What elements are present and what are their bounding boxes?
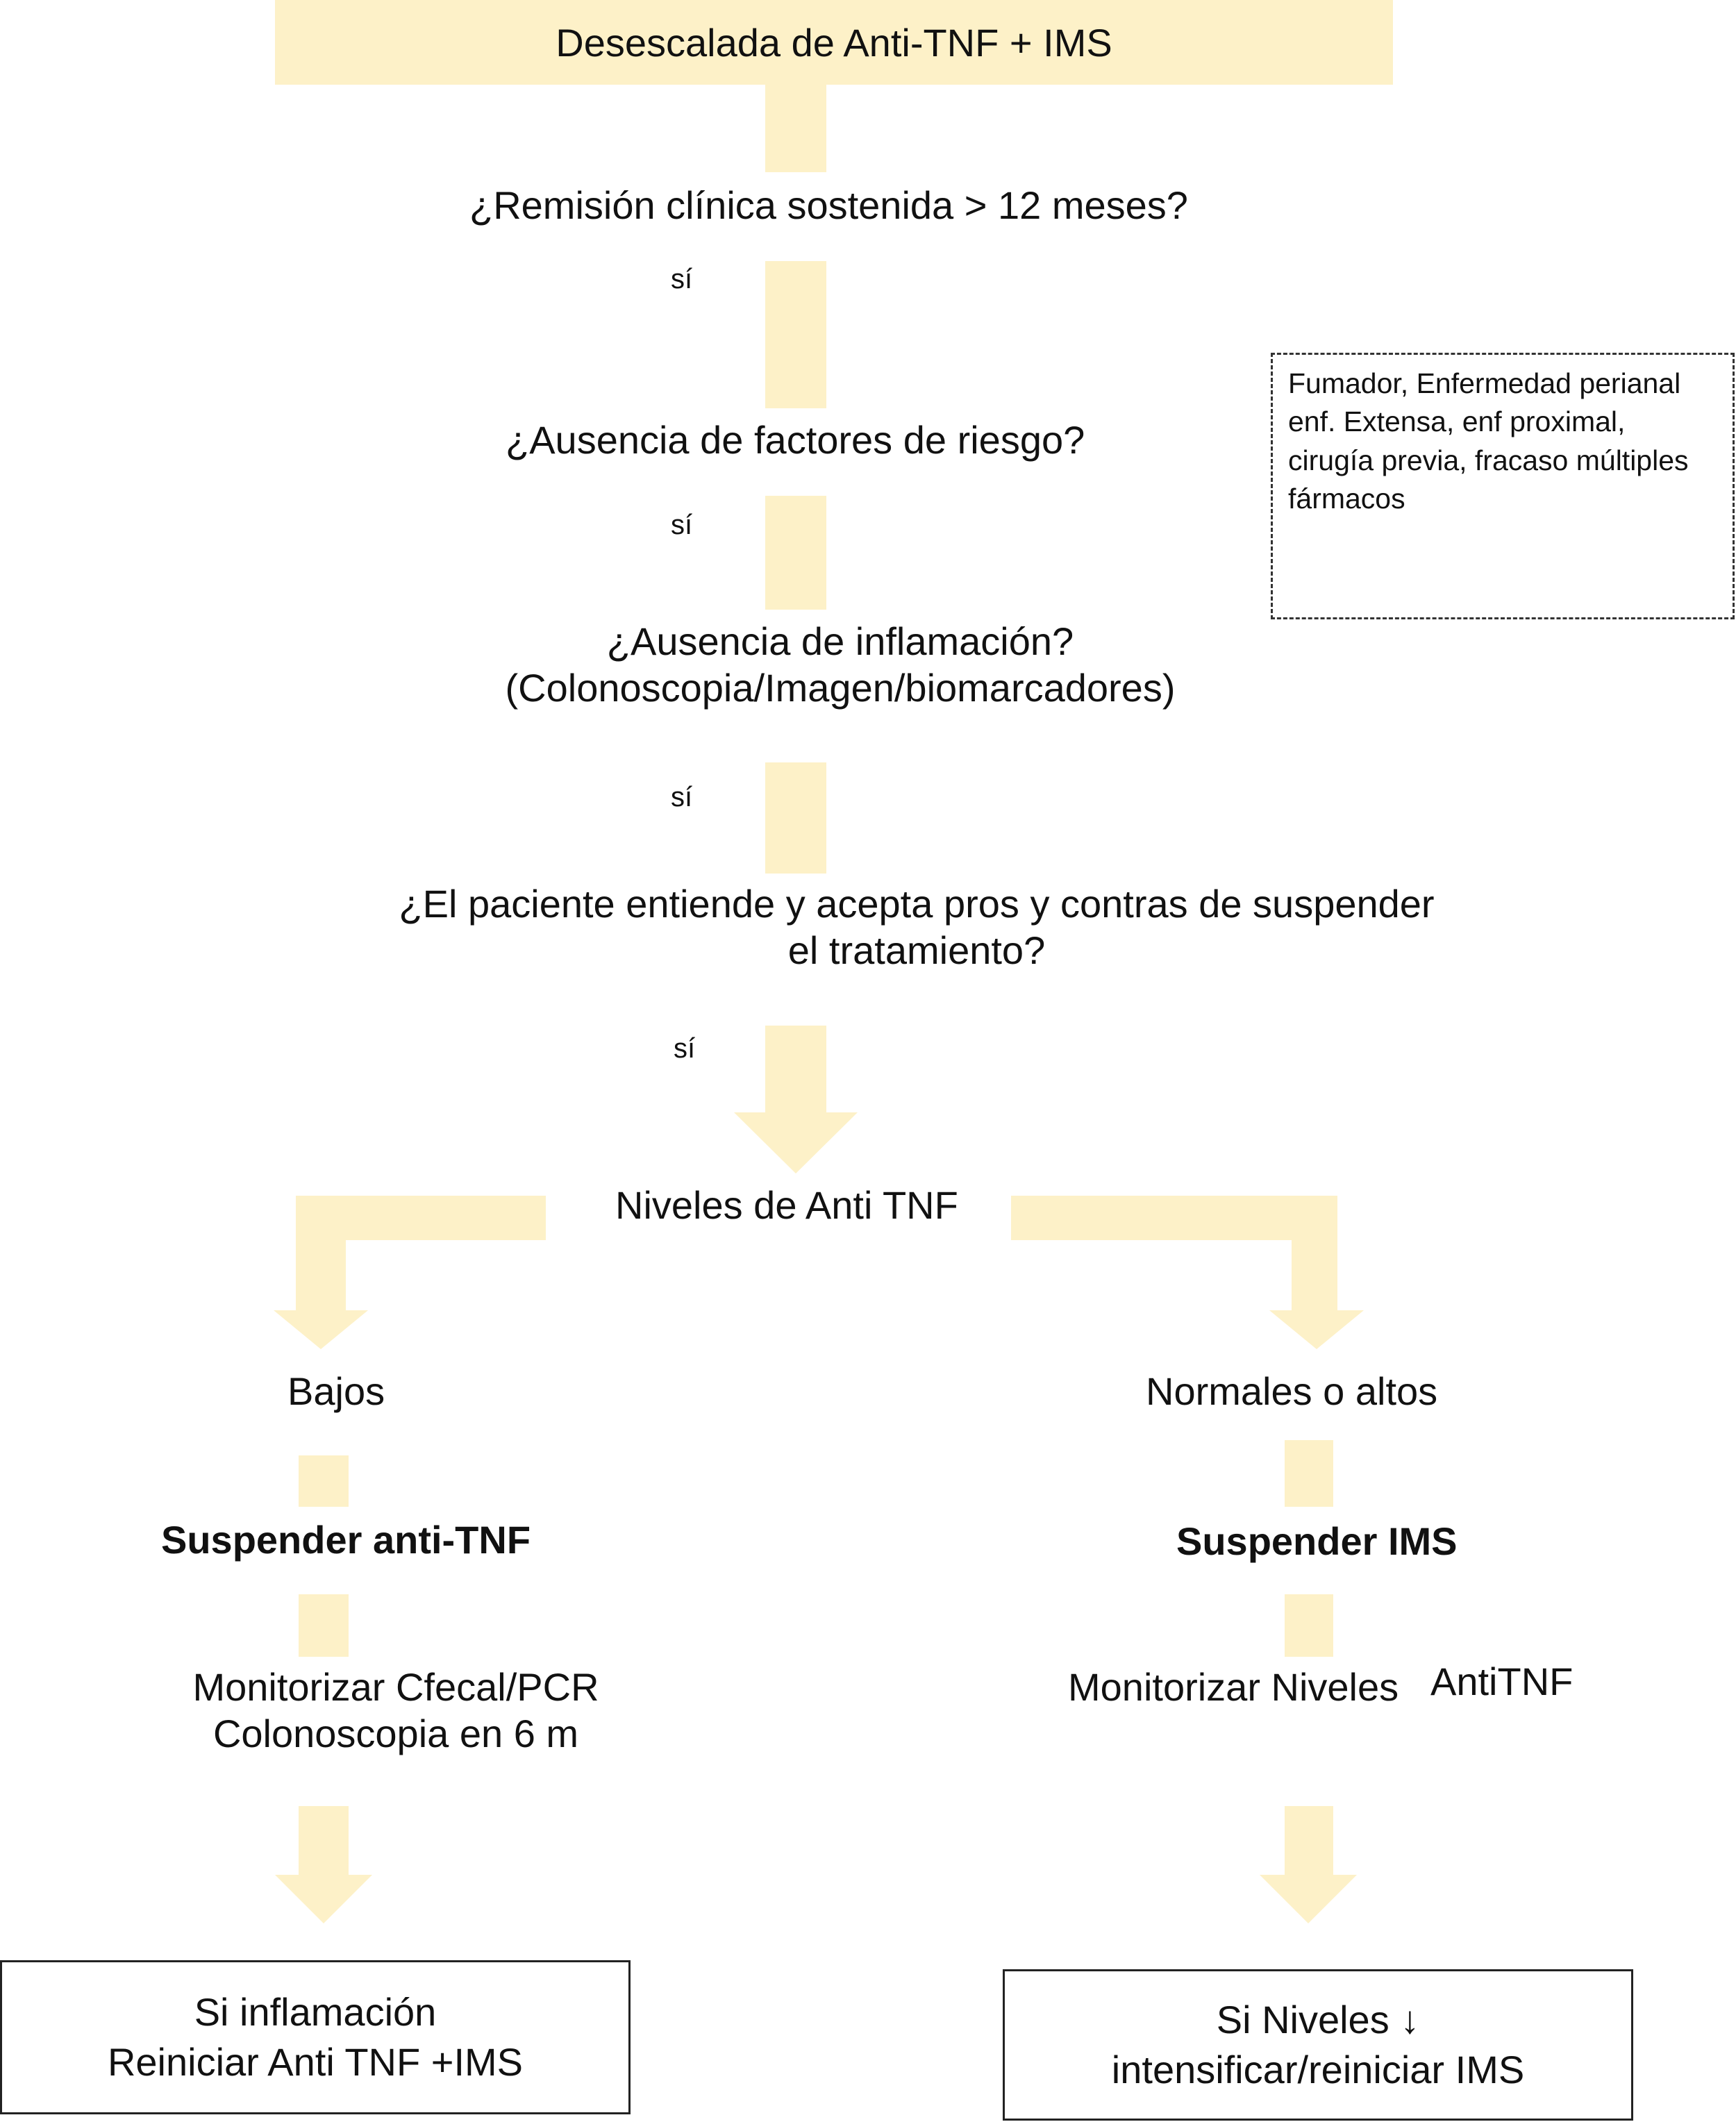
risk-factors-note (1271, 353, 1735, 619)
connector-4 (765, 762, 826, 874)
connector-3 (765, 496, 826, 610)
arrow-to-normales (1011, 1196, 1364, 1349)
yes-label-2: sí (671, 510, 693, 540)
outcome-low-line2: Reiniciar Anti TNF +IMS (107, 2040, 524, 2084)
outcome-normal-line2: intensificar/reiniciar IMS (1111, 2048, 1525, 2091)
question-inflammation-line1: ¿Ausencia de inflamación? (606, 619, 1074, 663)
arrow-to-levels (734, 1026, 858, 1173)
connector-right-1 (1285, 1440, 1333, 1507)
risk-factors-line: enf. Extensa, enf proximal, (1288, 406, 1626, 438)
outcome-low-line1: Si inflamación (194, 1990, 437, 2035)
risk-factors-line: Fumador, Enfermedad perianal (1288, 367, 1681, 399)
start-title: Desescalada de Anti-TNF + IMS (556, 20, 1112, 65)
outcome-normal-line1: Si Niveles ↓ (1216, 1998, 1420, 2042)
connector-2 (765, 261, 826, 408)
yes-label-3: sí (671, 782, 693, 812)
arrow-to-left-outcome (275, 1806, 372, 1923)
outcome-low-box (0, 1960, 631, 2114)
left-monitoring-line2: Colonoscopia en 6 m (212, 1712, 579, 1756)
suspend-ims: Suspender IMS (1176, 1519, 1458, 1563)
arrow-to-bajos (274, 1196, 546, 1349)
question-risk-factors: ¿Ausencia de factores de riesgo? (506, 418, 1085, 462)
question-consent-line1: ¿El paciente entiende y acepta pros y contras de suspender (399, 882, 1435, 926)
connector-left-1 (299, 1455, 349, 1507)
question-consent-line2: el tratamiento? (787, 928, 1046, 973)
connector-left-2 (299, 1594, 349, 1657)
question-remission: ¿Remisión clínica sostenida > 12 meses? (469, 183, 1188, 227)
yes-label-1: sí (671, 264, 693, 294)
risk-factors-line: fármacos (1288, 483, 1405, 515)
risk-factors-line: cirugía previa, fracaso múltiples (1288, 444, 1689, 476)
connector-right-2 (1285, 1594, 1333, 1657)
question-inflammation-line2: (Colonoscopia/Imagen/biomarcadores) (505, 666, 1176, 710)
arrow-to-right-outcome (1260, 1806, 1357, 1923)
right-monitoring-suffix: AntiTNF (1430, 1660, 1574, 1703)
branch-normal-high-label: Normales o altos (1146, 1369, 1438, 1413)
branch-low-label: Bajos (287, 1369, 385, 1413)
connector-1 (765, 85, 826, 172)
anti-tnf-levels: Niveles de Anti TNF (615, 1183, 958, 1227)
left-monitoring-line1: Monitorizar Cfecal/PCR (192, 1665, 599, 1709)
start-box (275, 0, 1393, 85)
suspend-anti-tnf: Suspender anti-TNF (161, 1518, 531, 1562)
question-inflammation (417, 618, 1264, 711)
outcome-normal-box (1003, 1969, 1633, 2121)
right-monitoring: Monitorizar Niveles (1068, 1665, 1399, 1709)
left-monitoring (104, 1664, 687, 1757)
question-patient-consent (292, 880, 1542, 974)
yes-label-4: sí (674, 1033, 696, 1064)
